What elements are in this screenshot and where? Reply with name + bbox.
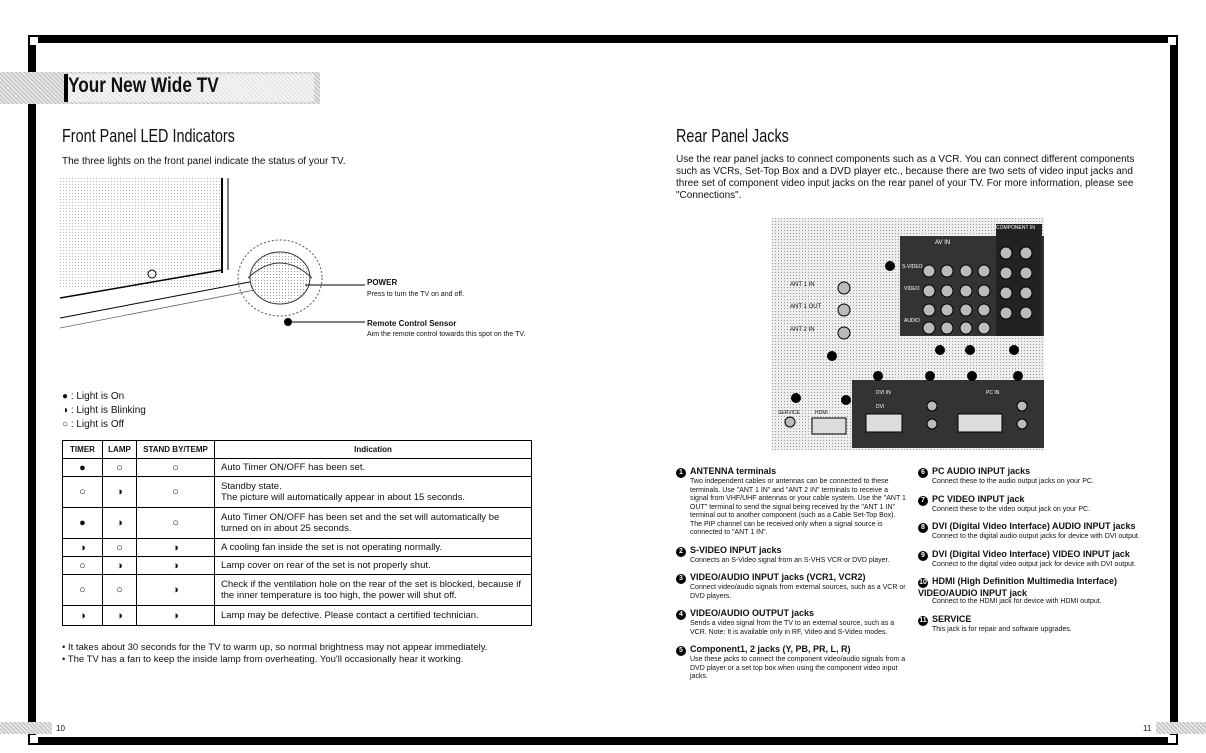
table-row xyxy=(63,575,532,606)
table-row xyxy=(63,459,532,477)
jack-desc: Connect to the digital audio output jacks for device with DVI output. xyxy=(932,533,1140,540)
jack-desc: Two independent cables or antennas can be connected to these terminals. Use "ANT 1 IN" and "ANT 2 IN" terminals to receive a signal from VHF/UHF antennas or your cable system. Use the "ANT 1 OUT" terminal to send the signal being received by the "ANT 1 IN" terminal out to another component (such as a Cable Set-Top Box). The PIP channel can be received only when a signal source is connected to "ANT 1 IN". xyxy=(690,478,906,536)
lamp-cell: ○ xyxy=(103,539,137,557)
lamp-cell: ◑ xyxy=(103,477,137,508)
jack-desc: Connect these to the audio output jacks on your PC. xyxy=(932,478,1094,485)
jack-title: SERVICE xyxy=(932,613,972,624)
rear-panel-intro: Use the rear panel jacks to connect components such as a VCR. You can connect different components such as VCRs, Set-Top Box and a DVD player etc., because there are two sets of video input jacks and three set of component video input jacks on the rear panel of your TV. For more information, please see "Connections". xyxy=(676,154,1135,201)
frame-corner xyxy=(1168,735,1176,743)
jack-desc: Use these jacks to connect the component video/audio signals from a DVD player or a set top box when using the component video input jacks. xyxy=(690,656,906,680)
list-item xyxy=(918,614,1148,635)
timer-cell: ◑ xyxy=(63,539,103,557)
label-video: VIDEO xyxy=(904,286,920,292)
jack-number: 9 xyxy=(918,551,928,561)
indication-cell: Lamp cover on rear of the set is not properly shut. xyxy=(215,557,532,575)
jack-title: ANTENNA terminals xyxy=(690,466,777,476)
standby-cell: ○ xyxy=(137,459,215,477)
jack-number: 1 xyxy=(676,468,686,478)
jack-title: Component1, 2 jacks (Y, PB, PR, L, R) xyxy=(690,644,851,654)
label-hdmi: HDMI xyxy=(815,410,828,416)
indication-cell: Auto Timer ON/OFF has been set. xyxy=(215,459,532,477)
page-title: Your New Wide TV xyxy=(68,74,219,97)
label-dvi-in: DVI IN xyxy=(876,390,891,396)
indication-cell: A cooling fan inside the set is not operating normally. xyxy=(215,539,532,557)
timer-cell: ● xyxy=(63,459,103,477)
jack-title: VIDEO/AUDIO OUTPUT jacks xyxy=(690,608,815,618)
jack-title: PC VIDEO INPUT jack xyxy=(932,493,1025,504)
jack-desc: Sends a video signal from the TV to an external source, such as a VCR. Note: It is available only in RF, Video and S-Video modes. xyxy=(690,620,895,636)
table-row xyxy=(63,557,532,575)
indication-cell: Lamp may be defective. Please contact a certified technician. xyxy=(215,606,532,626)
standby-cell: ○ xyxy=(137,477,215,508)
standby-cell: ○ xyxy=(137,508,215,539)
front-panel-intro: The three lights on the front panel indicate the status of your TV. xyxy=(62,156,346,167)
standby-cell: ◑ xyxy=(137,539,215,557)
jack-desc: This jack is for repair and software upgrades. xyxy=(932,625,1072,633)
page-number-left: 10 xyxy=(56,724,65,733)
table-row xyxy=(63,539,532,557)
jack-number: 4 xyxy=(676,610,686,620)
tv-front-illustration xyxy=(60,178,530,368)
jack-title: PC AUDIO INPUT jacks xyxy=(932,466,1031,476)
frame-corner xyxy=(1168,37,1176,45)
list-item xyxy=(918,466,1148,487)
indication-cell: Check if the ventilation hole on the rear of the set is blocked, because if the inner temperature is too high, the power will shut off. xyxy=(215,575,532,606)
power-desc: Press to turn the TV on and off. xyxy=(367,291,465,298)
label-dvi: DVI xyxy=(876,404,885,410)
list-item xyxy=(676,644,906,682)
jack-number: 10 xyxy=(919,579,927,586)
standby-cell: ◑ xyxy=(137,557,215,575)
note-item: • The TV has a fan to keep the inside lamp from overheating. You'll occasionally hear it working. xyxy=(62,654,487,666)
table-row xyxy=(63,508,532,539)
label-ant2in: ANT 2 IN xyxy=(790,327,815,333)
label-ant1out: ANT 1 OUT xyxy=(790,304,822,310)
header-standby: STAND BY/TEMP xyxy=(137,441,215,459)
timer-cell: ○ xyxy=(63,557,103,575)
jack-title: S-VIDEO INPUT jacks xyxy=(690,544,782,555)
lamp-cell: ◑ xyxy=(103,606,137,626)
jack-title: VIDEO/AUDIO INPUT jacks (VCR1, VCR2) xyxy=(690,572,866,582)
jack-desc: Connect video/audio signals from external sources, such as a VCR or DVD players. xyxy=(690,584,906,600)
lamp-cell: ○ xyxy=(103,575,137,606)
jack-number: 6 xyxy=(918,468,928,478)
lamp-cell: ◑ xyxy=(103,557,137,575)
jack-title: HDMI (High Definition Multimedia Interface) VIDEO/AUDIO INPUT jack xyxy=(918,576,1118,598)
label-svideo: S-VIDEO xyxy=(902,264,923,270)
lamp-cell: ◑ xyxy=(103,508,137,539)
indication-cell: Standby state. The picture will automatically appear in about 15 seconds. xyxy=(215,477,532,508)
jack-list-right xyxy=(918,466,1148,641)
standby-cell: ◑ xyxy=(137,575,215,606)
rear-panel-title: Rear Panel Jacks xyxy=(676,126,789,146)
label-pc-in: PC IN xyxy=(986,390,1000,396)
header-timer: TIMER xyxy=(63,441,103,459)
jack-title: DVI (Digital Video Interface) VIDEO INPUT jack xyxy=(932,548,1130,559)
legend-blink: ◑ : Light is Blinking xyxy=(62,405,146,416)
header-indication: Indication xyxy=(215,441,532,459)
jack-number: 3 xyxy=(676,574,686,584)
legend-off: ○ : Light is Off xyxy=(62,419,124,430)
header-lamp: LAMP xyxy=(103,441,137,459)
jack-list-left xyxy=(676,466,906,689)
jack-desc: Connect to the digital video output jack for device with DVI output. xyxy=(932,560,1136,568)
jack-number: 11 xyxy=(919,616,927,624)
jack-title: DVI (Digital Video Interface) AUDIO INPUT jacks xyxy=(932,521,1136,531)
rear-panel-illustration xyxy=(772,218,1044,450)
light-legend xyxy=(62,390,146,432)
table-header-row xyxy=(63,441,532,459)
label-service: SERVICE xyxy=(778,410,800,416)
sensor-label: Remote Control Sensor xyxy=(367,319,457,328)
lamp-cell: ○ xyxy=(103,459,137,477)
list-item xyxy=(676,608,906,637)
note-item: • It takes about 30 seconds for the TV to warm up, so normal brightness may not appear immediately. xyxy=(62,642,487,654)
list-item xyxy=(918,549,1148,570)
timer-cell: ○ xyxy=(63,575,103,606)
notes-list xyxy=(62,642,487,666)
standby-cell: ◑ xyxy=(137,606,215,626)
timer-cell: ◑ xyxy=(63,606,103,626)
label-ant1in: ANT 1 IN xyxy=(790,282,815,288)
table-row xyxy=(63,477,532,508)
label-audio: AUDIO xyxy=(904,318,920,324)
sensor-desc: Aim the remote control towards this spot on the TV. xyxy=(367,331,526,338)
label-component: COMPONENT IN xyxy=(996,225,1035,231)
page-tab-right xyxy=(1156,722,1206,734)
frame-corner xyxy=(30,37,38,45)
timer-cell: ● xyxy=(63,508,103,539)
list-item xyxy=(676,466,906,538)
jack-desc: Connect these to the video output jack on your PC. xyxy=(932,505,1090,513)
jack-desc: Connect to the HDMI jack for device with HDMI output. xyxy=(932,598,1102,605)
front-panel-title: Front Panel LED Indicators xyxy=(62,126,235,146)
list-item xyxy=(676,545,906,566)
page-number-right: 11 xyxy=(1143,724,1152,733)
frame-corner xyxy=(30,735,38,743)
timer-cell: ○ xyxy=(63,477,103,508)
page-tab-left xyxy=(0,722,52,734)
jack-number: 7 xyxy=(918,496,928,506)
legend-on: ● : Light is On xyxy=(62,391,125,402)
jack-desc: Connects an S-Video signal from an S-VHS VCR or DVD player. xyxy=(690,556,890,564)
list-item xyxy=(918,576,1148,607)
list-item xyxy=(918,494,1148,515)
list-item xyxy=(676,572,906,601)
table-row xyxy=(63,606,532,626)
indicator-table xyxy=(62,440,532,626)
indication-cell: Auto Timer ON/OFF has been set and the set will automatically be turned on in about 25 seconds. xyxy=(215,508,532,539)
jack-number: 2 xyxy=(676,547,686,557)
power-label: POWER xyxy=(367,278,398,287)
label-av-in: AV IN xyxy=(935,240,951,246)
jack-number: 8 xyxy=(918,523,928,533)
list-item xyxy=(918,521,1148,542)
jack-number: 5 xyxy=(676,646,686,656)
